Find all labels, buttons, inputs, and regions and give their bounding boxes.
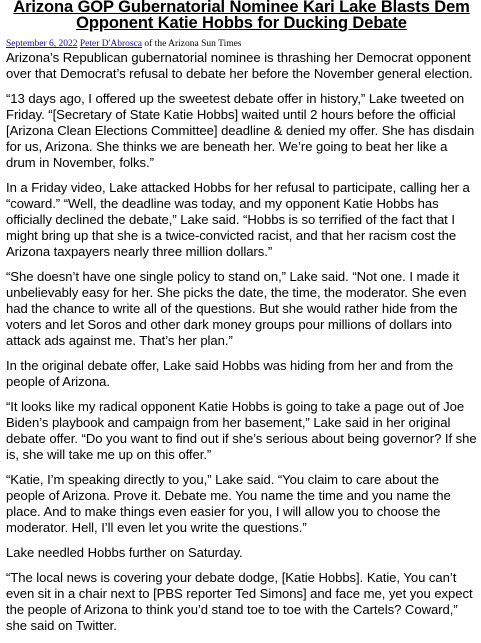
article-body [6,50,477,634]
article-paragraph: In the original debate offer, Lake said Hobbs was hiding from her and from the people of Arizona. [6,358,454,389]
article-paragraph: Lake needled Hobbs further on Saturday. [6,545,243,560]
article-paragraph: “Katie, I’m speaking directly to you,” Lake said. “You claim to care about the people of Arizona. Prove it. Debate me. You name the time and you name the place. And to make things even easier for you, I will allow you to choose the moderator. Hell, I’ll even let you write the questions.” [6,472,451,535]
article-paragraph: “The local news is covering your debate dodge, [Katie Hobbs]. Katie, You can’t even sit in a chair next to [PBS reporter Ted Simons] and face me, yet you expect the people of Arizona to think you’d stand toe to toe with the Cartels? Coward,” she said on Twitter. [6,570,473,633]
article-paragraph: “She doesn’t have one single policy to stand on,” Lake said. “Not one. I made it unbelievably easy for her. She picks the date, the time, the moderator. She even had the chance to write all of the questions. But she would rather hide from the voters and let Soros and other dark money groups pour millions of dollars into attack ads against me. That’s her plan.” [6,269,467,348]
article-source: of the Arizona Sun Times [142,39,242,49]
author-link[interactable]: Peter D'Abrosca [79,39,143,49]
article [6,0,477,643]
article-paragraph: “It looks like my radical opponent Katie Hobbs is going to take a page out of Joe Biden’s playbook and campaign from her basement,” Lake said in her original debate offer. “Do you want to find out if she’s serious about being governor? If she is, she will take me up on this offer.” [6,399,477,462]
article-paragraph: In a Friday video, Lake attacked Hobbs for her refusal to participate, calling her a “coward.” “Well, the deadline was today, and my opponent Katie Hobbs has officially declined the debate,” Lake said. “Hobbs is so terrified of the fact that I might bring up that she is a twice-convicted racist, and that her racism cost the Arizona taxpayers nearly three million dollars.” [6,180,470,259]
article-headline: Arizona GOP Gubernatorial Nominee Kari Lake Blasts Dem Opponent Katie Hobbs for Ducking Debate [13,0,470,32]
article-paragraph: “13 days ago, I offered up the sweetest debate offer in history,” Lake tweeted on Friday. “[Secretary of State Katie Hobbs] waited until 2 hours before the official [Arizona Clean Elections Committee] deadline & denied my offer. She has disdain for us, Arizona. She thinks we are beneath her. We’re going to beat her like a drum in November, folks.” [6,91,475,170]
article-byline [6,38,477,50]
article-date-link[interactable]: September 6, 2022 [6,39,78,49]
article-paragraph: Arizona’s Republican gubernatorial nominee is thrashing her Democrat opponent over that Democrat’s refusal to debate her before the November general election. [6,50,473,81]
